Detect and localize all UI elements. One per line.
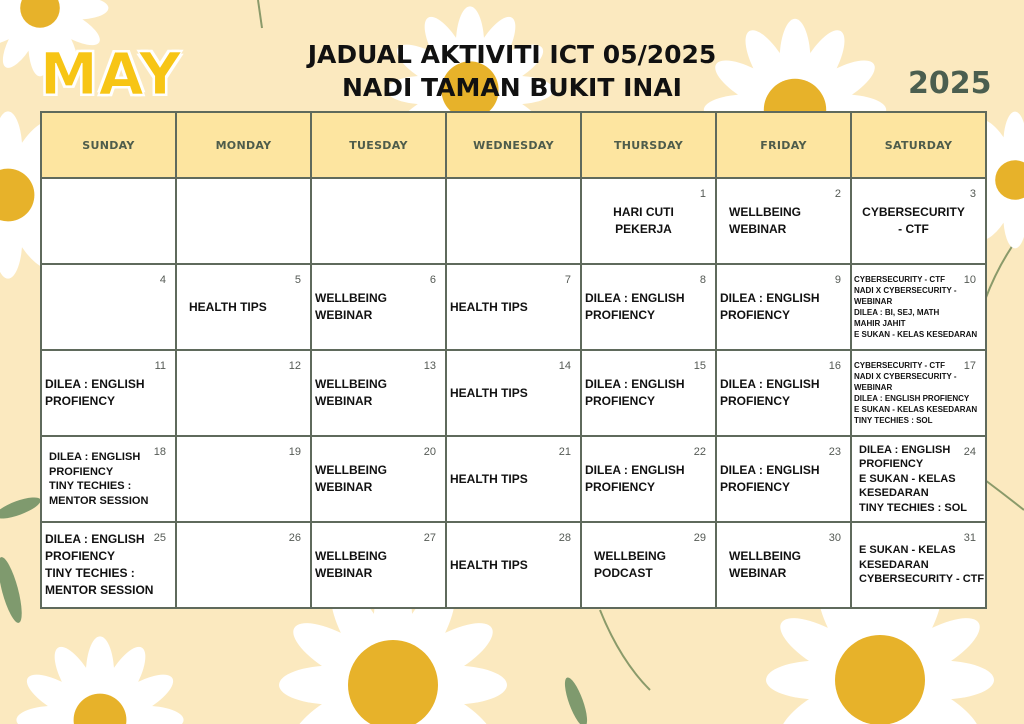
- day-number: 21: [558, 446, 571, 458]
- day-cell: [581, 522, 716, 608]
- event-list: [852, 351, 985, 435]
- event-line: E SUKAN - KELAS: [859, 472, 956, 485]
- event-line: - CTF: [898, 222, 929, 236]
- day-number: 6: [429, 274, 436, 286]
- event-list: [312, 265, 445, 349]
- event-list: [717, 179, 850, 263]
- event-line: WELLBEING: [315, 377, 387, 391]
- event-line: CYBERSECURITY: [862, 205, 965, 219]
- event-line: WELLBEING: [315, 549, 387, 563]
- day-number: 15: [693, 360, 706, 372]
- event-line: WEBINAR: [315, 566, 373, 580]
- event-line: TINY TECHIES : SOL: [854, 416, 933, 425]
- event-line: E SUKAN - KELAS KESEDARAN: [854, 330, 978, 339]
- day-number: 25: [153, 532, 166, 544]
- event-line: KESEDARAN: [859, 558, 929, 571]
- day-cell: [851, 264, 986, 350]
- day-cell: [41, 522, 176, 608]
- event-list: [717, 437, 850, 521]
- day-cell: [176, 436, 311, 522]
- event-line: WELLBEING: [594, 549, 666, 563]
- day-number: 30: [828, 532, 841, 544]
- event-line: TINY TECHIES :: [45, 566, 135, 580]
- day-cell: [716, 178, 851, 264]
- event-line: DILEA : ENGLISH: [45, 377, 145, 391]
- day-number: 12: [288, 360, 301, 372]
- event-line: PROFIENCY: [49, 465, 114, 478]
- day-number: 11: [154, 360, 166, 372]
- day-cell: [311, 178, 446, 264]
- weekday-thursday: THURSDAY: [581, 112, 716, 178]
- day-number: 8: [699, 274, 706, 286]
- event-list: [582, 351, 715, 435]
- event-line: WELLBEING: [729, 205, 801, 219]
- event-line: PROFIENCY: [585, 394, 656, 408]
- event-line: TINY TECHIES : SOL: [859, 501, 967, 514]
- event-line: PROFIENCY: [720, 394, 791, 408]
- event-line: E SUKAN - KELAS: [859, 544, 956, 557]
- event-line: WEBINAR: [729, 566, 787, 580]
- day-number: 14: [558, 360, 571, 372]
- day-number: 18: [153, 446, 166, 458]
- event-list: [852, 523, 985, 607]
- event-list: [312, 437, 445, 521]
- event-line: WEBINAR: [315, 394, 373, 408]
- event-list: [447, 523, 580, 607]
- event-line: DILEA : ENGLISH PROFIENCY: [854, 394, 970, 403]
- daisy-bottom-left: [16, 636, 183, 724]
- event-list: [42, 523, 175, 607]
- event-list: [717, 351, 850, 435]
- event-line: PEKERJA: [615, 222, 672, 236]
- event-list: [582, 179, 715, 263]
- event-line: DILEA : ENGLISH: [585, 377, 685, 391]
- week-row: [41, 350, 986, 436]
- event-line: PROFIENCY: [859, 458, 924, 471]
- title-line-1: JADUAL AKTIVITI ICT 05/2025: [307, 40, 717, 69]
- month-heading: MAY: [40, 40, 183, 108]
- weekday-tuesday: TUESDAY: [311, 112, 446, 178]
- day-number: 5: [294, 274, 301, 286]
- day-number: 26: [288, 532, 301, 544]
- day-cell: [41, 350, 176, 436]
- day-cell: [716, 264, 851, 350]
- event-list: [312, 523, 445, 607]
- day-cell: [581, 436, 716, 522]
- event-line: TINY TECHIES :: [49, 480, 132, 492]
- week-row: [41, 522, 986, 608]
- event-line: CYBERSECURITY - CTF: [854, 361, 945, 370]
- event-list: [42, 351, 175, 435]
- day-cell: [851, 436, 986, 522]
- event-list: [312, 351, 445, 435]
- event-line: HEALTH TIPS: [450, 299, 528, 314]
- day-cell: [446, 436, 581, 522]
- event-line: DILEA : ENGLISH: [859, 443, 951, 456]
- event-line: HEALTH TIPS: [450, 385, 528, 400]
- weekday-monday: MONDAY: [176, 112, 311, 178]
- day-cell: [41, 436, 176, 522]
- day-number: 7: [564, 274, 571, 286]
- event-line: DILEA : ENGLISH: [585, 291, 685, 305]
- day-number: 24: [963, 446, 976, 458]
- event-line: WEBINAR: [854, 383, 893, 392]
- event-list: [852, 265, 985, 349]
- event-line: PROFIENCY: [585, 480, 656, 494]
- event-line: CYBERSECURITY - CTF: [859, 573, 985, 586]
- event-line: WEBINAR: [315, 308, 373, 322]
- calendar-grid: [40, 111, 987, 609]
- event-line: HARI CUTI: [613, 205, 674, 219]
- event-list: [177, 265, 310, 349]
- event-line: MENTOR SESSION: [49, 494, 149, 507]
- day-cell: [716, 350, 851, 436]
- day-cell: [851, 350, 986, 436]
- event-list: [717, 523, 850, 607]
- event-line: DILEA : ENGLISH: [720, 463, 820, 477]
- event-line: WEBINAR: [729, 222, 787, 236]
- event-list: [447, 351, 580, 435]
- event-line: DILEA : ENGLISH: [49, 451, 141, 463]
- calendar-body: [41, 178, 986, 608]
- weekday-wednesday: WEDNESDAY: [446, 112, 581, 178]
- day-cell: [716, 436, 851, 522]
- week-row: [41, 436, 986, 522]
- day-number: 2: [834, 188, 841, 200]
- day-cell: [446, 178, 581, 264]
- weekday-friday: FRIDAY: [716, 112, 851, 178]
- event-line: CYBERSECURITY - CTF: [854, 275, 945, 284]
- day-cell: [446, 522, 581, 608]
- day-cell: [716, 522, 851, 608]
- year-heading: 2025: [908, 66, 992, 101]
- day-number: 23: [828, 446, 841, 458]
- event-line: PROFIENCY: [45, 549, 116, 563]
- day-cell: [581, 178, 716, 264]
- event-line: PROFIENCY: [45, 394, 116, 408]
- day-cell: [176, 522, 311, 608]
- day-cell: [41, 264, 176, 350]
- day-number: 1: [699, 188, 706, 200]
- day-cell: [851, 522, 986, 608]
- day-number: 17: [963, 360, 976, 372]
- event-list: [42, 437, 175, 521]
- event-line: HEALTH TIPS: [450, 557, 528, 572]
- day-number: 3: [969, 188, 976, 200]
- event-line: PODCAST: [594, 566, 653, 580]
- day-cell: [446, 350, 581, 436]
- day-number: 9: [834, 274, 841, 286]
- day-cell: [176, 178, 311, 264]
- day-number: 16: [828, 360, 841, 372]
- day-cell: [176, 264, 311, 350]
- day-number: 28: [558, 532, 571, 544]
- day-cell: [851, 178, 986, 264]
- event-line: MAHIR JAHIT: [854, 319, 906, 328]
- page-title: [262, 38, 762, 104]
- event-list: [852, 179, 985, 263]
- event-line: WELLBEING: [729, 549, 801, 563]
- event-list: [717, 265, 850, 349]
- week-row: [41, 178, 986, 264]
- event-line: DILEA : BI, SEJ, MATH: [854, 308, 940, 317]
- day-cell: [311, 522, 446, 608]
- event-line: DILEA : ENGLISH: [45, 532, 145, 546]
- event-line: WEBINAR: [315, 480, 373, 494]
- event-line: DILEA : ENGLISH: [720, 377, 820, 391]
- title-line-2: NADI TAMAN BUKIT INAI: [341, 73, 682, 102]
- day-cell: [581, 350, 716, 436]
- day-cell: [446, 264, 581, 350]
- event-line: PROFIENCY: [720, 480, 791, 494]
- day-cell: [311, 436, 446, 522]
- event-line: PROFIENCY: [720, 308, 791, 322]
- day-number: 20: [423, 446, 436, 458]
- day-cell: [176, 350, 311, 436]
- day-cell: [581, 264, 716, 350]
- event-list: [582, 265, 715, 349]
- event-line: WEBINAR: [854, 297, 893, 306]
- event-line: MENTOR SESSION: [45, 583, 154, 597]
- event-line: HEALTH TIPS: [450, 471, 528, 486]
- event-line: NADI X CYBERSECURITY -: [854, 372, 957, 381]
- event-line: WELLBEING: [315, 291, 387, 305]
- day-number: 31: [963, 532, 976, 544]
- week-row: [41, 264, 986, 350]
- day-cell: [311, 350, 446, 436]
- weekday-header-row: [41, 112, 986, 178]
- event-line: NADI X CYBERSECURITY -: [854, 286, 957, 295]
- event-list: [447, 437, 580, 521]
- weekday-saturday: SATURDAY: [851, 112, 986, 178]
- weekday-sunday: SUNDAY: [41, 112, 176, 178]
- day-number: 29: [693, 532, 706, 544]
- event-list: [582, 437, 715, 521]
- event-list: [447, 265, 580, 349]
- day-number: 22: [693, 446, 706, 458]
- event-list: [852, 437, 985, 521]
- day-cell: [41, 178, 176, 264]
- day-number: 13: [423, 360, 436, 372]
- day-number: 4: [159, 274, 166, 286]
- day-number: 10: [963, 274, 976, 286]
- event-line: E SUKAN - KELAS KESEDARAN: [854, 405, 978, 414]
- event-line: DILEA : ENGLISH: [585, 463, 685, 477]
- event-line: DILEA : ENGLISH: [720, 291, 820, 305]
- day-number: 19: [288, 446, 301, 458]
- event-line: PROFIENCY: [585, 308, 656, 322]
- day-number: 27: [423, 532, 436, 544]
- event-list: [582, 523, 715, 607]
- day-cell: [311, 264, 446, 350]
- event-line: KESEDARAN: [859, 487, 929, 500]
- event-line: WELLBEING: [315, 463, 387, 477]
- event-line: HEALTH TIPS: [189, 299, 267, 314]
